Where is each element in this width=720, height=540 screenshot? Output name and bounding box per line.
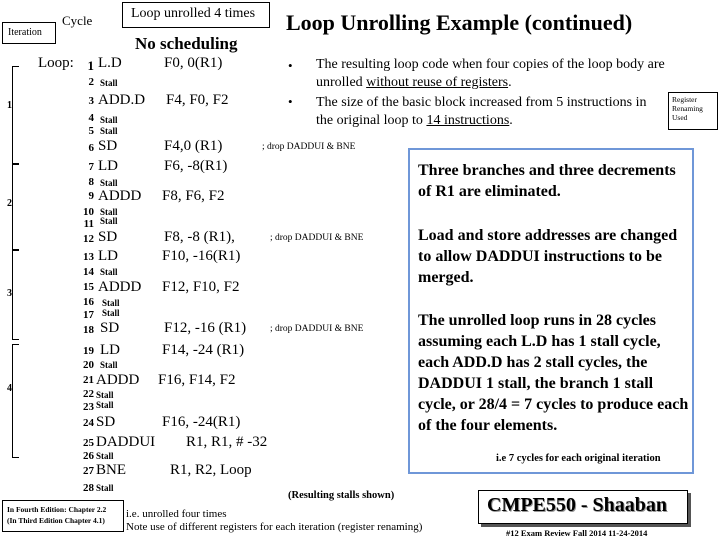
code-args: F6, -8(R1): [164, 158, 228, 174]
stall-label: Stall: [100, 126, 118, 136]
code-op: SD: [98, 229, 118, 245]
bullet-marker: •: [288, 58, 293, 73]
cycle-number: 19: [83, 345, 94, 357]
cycle-number: 14: [83, 266, 94, 278]
resulting-stalls-label: (Resulting stalls shown): [288, 490, 395, 501]
bullet-unrolled-code: [316, 56, 676, 92]
cycle-number: 15: [83, 281, 94, 293]
cycle-number: 18: [83, 324, 94, 336]
bullet-emphasis: 14 instructions: [426, 113, 510, 128]
iteration-brace-3: [12, 250, 19, 340]
code-args: F16, F14, F2: [158, 372, 236, 388]
code-op: SD: [96, 414, 116, 430]
cycle-number: 26: [83, 450, 94, 462]
explanation-addresses: Load and store addresses are changed to allow DADDUI instructions to be merged.: [418, 227, 678, 286]
reference-line-2: (In Third Edition Chapter 4.1): [7, 516, 105, 525]
explanation-branches: Three branches and three decrements of R1 are eliminated.: [418, 162, 676, 200]
code-op: ADDD: [98, 279, 142, 295]
cycle-number: 24: [83, 417, 94, 429]
code-args: F12, -16 (R1): [164, 320, 247, 336]
unrolled-label-box: [122, 2, 270, 28]
stall-label: Stall: [96, 400, 114, 410]
reference-box: [2, 500, 124, 532]
bullet-basic-block-size: [316, 94, 666, 130]
code-args: F4,0 (R1): [164, 138, 223, 154]
code-op: ADD.D: [98, 92, 146, 108]
cycle-number: 21: [83, 374, 94, 386]
stall-label: Stall: [96, 451, 114, 461]
no-scheduling-label: No scheduling: [135, 34, 238, 53]
stall-label: Stall: [102, 308, 120, 318]
bullet-text: The size of the basic block increased from 5 instructions in the original loop to: [316, 95, 647, 128]
iteration-number-4: 4: [7, 383, 12, 394]
register-renaming-label: Register Renaming Used: [672, 95, 703, 122]
bullet-end: .: [509, 113, 513, 128]
iteration-label-box: [2, 22, 56, 44]
reference-line-1: In Fourth Edition: Chapter 2.2: [7, 505, 107, 514]
bullet-end: .: [508, 75, 512, 90]
brand-label: CMPE550 - Shaaban: [487, 494, 668, 516]
code-op: DADDUI: [96, 434, 156, 450]
stall-label: Stall: [100, 207, 118, 217]
cycle-number: 8: [88, 176, 94, 188]
cycle-number: 5: [88, 125, 94, 137]
code-comment: ; drop DADDUI & BNE: [262, 142, 356, 152]
code-args: F8, -8 (R1),: [164, 229, 235, 245]
stall-label: Stall: [100, 115, 118, 125]
cycle-number: 22: [83, 388, 94, 400]
code-args: F8, F6, F2: [162, 188, 225, 204]
cycle-number: 1: [87, 58, 94, 73]
cycle-number: 2: [88, 76, 94, 88]
cycle-number: 3: [88, 95, 94, 107]
cycle-number: 4: [88, 112, 94, 124]
cycle-number: 10: [83, 206, 94, 218]
stall-label: Stall: [100, 267, 118, 277]
bullet-marker: •: [288, 94, 293, 109]
code-args: F12, F10, F2: [162, 279, 240, 295]
cycle-number: 11: [83, 218, 94, 230]
iteration-number-2: 2: [7, 198, 12, 209]
stall-label: Stall: [100, 360, 118, 370]
code-op: LD: [98, 158, 118, 174]
code-args: F0, 0(R1): [164, 55, 223, 71]
loop-label: Loop:: [38, 55, 74, 71]
stall-label: Stall: [102, 298, 120, 308]
explanation-cycles-note: i.e 7 cycles for each original iteration: [496, 453, 661, 464]
iteration-brace-4: [12, 344, 19, 458]
stall-label: Stall: [100, 178, 118, 188]
unrolled-label: Loop unrolled 4 times: [131, 6, 256, 21]
iteration-brace-1: [12, 66, 19, 164]
stall-label: Stall: [100, 216, 118, 226]
stall-label: Stall: [100, 78, 118, 88]
ie-unrolled-label: i.e. unrolled four times: [126, 508, 227, 520]
cycle-number: 16: [83, 296, 94, 308]
cycle-number: 20: [83, 359, 94, 371]
cycle-label: Cycle: [62, 13, 93, 28]
register-renaming-box: [668, 92, 718, 130]
code-args: R1, R1, # -32: [186, 434, 268, 450]
code-args: F16, -24(R1): [162, 414, 241, 430]
page-title: Loop Unrolling Example (continued): [286, 10, 633, 35]
iteration-brace-2: [12, 164, 19, 250]
stall-label: Stall: [96, 390, 114, 400]
stall-label: Stall: [96, 483, 114, 493]
cycle-number: 12: [83, 233, 94, 245]
code-op: ADDD: [98, 188, 142, 204]
code-comment: ; drop DADDUI & BNE: [270, 324, 364, 334]
cycle-number: 7: [88, 161, 94, 173]
cycle-number: 28: [83, 482, 94, 494]
code-op: BNE: [96, 462, 126, 478]
code-op: L.D: [98, 55, 122, 71]
code-op: SD: [100, 320, 120, 336]
code-op: LD: [100, 342, 120, 358]
code-comment: ; drop DADDUI & BNE: [270, 233, 364, 243]
bullet-text: The resulting loop code when four copies of the loop body are unrolled: [316, 57, 665, 90]
slide-info: #12 Exam Review Fall 2014 11-24-2014: [506, 528, 648, 538]
cycle-number: 13: [83, 251, 94, 263]
cycle-number: 6: [88, 142, 94, 154]
iteration-number-3: 3: [7, 288, 12, 299]
code-op: SD: [98, 138, 118, 154]
iteration-label: Iteration: [8, 27, 42, 38]
code-op: ADDD: [96, 372, 140, 388]
cycle-number: 23: [83, 401, 94, 413]
explanation-cycles: The unrolled loop runs in 28 cycles assuming each L.D has 1 stall cycle, each ADD.D has 2 stall cycles, the DADDUI 1 stall, the branch 1 stall cycle, or 28/4 = 7 cycles to produce each of the four elements.: [418, 312, 689, 434]
code-args: F4, F0, F2: [166, 92, 229, 108]
explanation-box: [408, 148, 694, 474]
code-args: R1, R2, Loop: [170, 462, 252, 478]
cycle-number: 9: [88, 190, 94, 202]
cycle-number: 17: [83, 309, 94, 321]
code-op: LD: [98, 248, 118, 264]
cycle-number: 25: [83, 437, 94, 449]
register-note: Note use of different registers for each iteration (register renaming): [126, 521, 423, 533]
brand-box: [478, 490, 688, 524]
bullet-emphasis: without reuse of registers: [366, 75, 509, 90]
code-args: F10, -16(R1): [162, 248, 241, 264]
code-args: F14, -24 (R1): [162, 342, 245, 358]
iteration-number-1: 1: [7, 100, 12, 111]
cycle-number: 27: [83, 465, 94, 477]
